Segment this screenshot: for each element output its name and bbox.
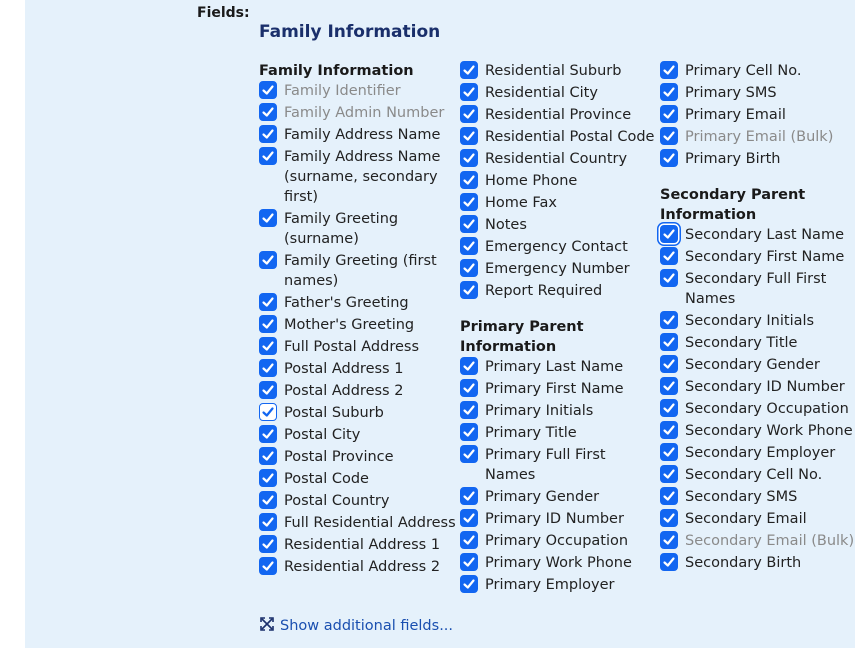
checkmark-icon [462, 533, 476, 547]
field-option-secondary-employer[interactable] [660, 443, 860, 463]
checkmark-icon [662, 357, 676, 371]
checkmark-icon [662, 423, 676, 437]
checkbox-primary-first-name[interactable] [460, 379, 478, 397]
field-option-secondary-title[interactable] [660, 333, 860, 353]
checkbox-mother-s-greeting[interactable] [259, 315, 277, 333]
checkbox-full-residential-address[interactable] [259, 513, 277, 531]
field-option-label: Full Postal Address [284, 339, 420, 355]
field-option-label: Primary Email (Bulk) [685, 129, 834, 145]
field-option-label: Family Identifier [284, 83, 401, 99]
checkmark-icon [662, 313, 676, 327]
checkmark-icon [662, 401, 676, 415]
field-column-1 [259, 61, 459, 579]
checkmark-icon [662, 335, 676, 349]
field-option-label: Mother's Greeting [284, 317, 415, 333]
checkbox-secondary-sms[interactable] [660, 487, 678, 505]
field-option-label: Primary First Name [485, 381, 624, 397]
field-option-secondary-email-bulk[interactable] [660, 531, 860, 551]
field-option-label: Report Required [485, 283, 603, 299]
checkmark-icon [462, 489, 476, 503]
checkmark-icon [662, 151, 676, 165]
checkbox-secondary-id-number[interactable] [660, 377, 678, 395]
field-option-mother-s-greeting[interactable] [259, 315, 459, 335]
field-option-label: Residential Province [485, 107, 632, 123]
field-option-emergency-number[interactable] [460, 259, 660, 279]
checkbox-primary-sms[interactable] [660, 83, 678, 101]
checkmark-icon [462, 151, 476, 165]
field-option-home-phone[interactable] [460, 171, 660, 191]
field-option-residential-address-1[interactable] [259, 535, 459, 555]
field-option-label: Postal Address 1 [284, 361, 404, 377]
field-option-label: Family Address Name [284, 127, 441, 143]
checkmark-icon [662, 227, 676, 241]
checkbox-family-address-name-surname-secondary-first[interactable] [259, 147, 277, 165]
field-option-emergency-contact[interactable] [460, 237, 660, 257]
checkbox-postal-address-2[interactable] [259, 381, 277, 399]
field-option-label: Secondary Email [685, 511, 807, 527]
field-option-secondary-id-number[interactable] [660, 377, 860, 397]
checkmark-icon [261, 83, 275, 97]
field-option-primary-last-name[interactable] [460, 357, 660, 377]
field-option-label: Home Phone [485, 173, 578, 189]
field-option-label: Primary Occupation [485, 533, 629, 549]
checkbox-primary-title[interactable] [460, 423, 478, 441]
field-option-label: Primary Gender [485, 489, 600, 505]
field-option-label: Residential Address 2 [284, 559, 441, 575]
checkbox-primary-employer[interactable] [460, 575, 478, 593]
field-option-postal-country[interactable] [259, 491, 459, 511]
checkbox-residential-province[interactable] [460, 105, 478, 123]
checkbox-primary-id-number[interactable] [460, 509, 478, 527]
field-option-primary-email-bulk[interactable] [660, 127, 860, 147]
checkmark-icon [462, 195, 476, 209]
field-option-notes[interactable] [460, 215, 660, 235]
field-option-residential-address-2[interactable] [259, 557, 459, 577]
field-option-label: Father's Greeting [284, 295, 409, 311]
field-option-label: Primary Full First Names [485, 447, 606, 483]
column-gap [660, 171, 860, 185]
field-option-primary-initials[interactable] [460, 401, 660, 421]
checkmark-icon [662, 467, 676, 481]
field-option-primary-id-number[interactable] [460, 509, 660, 529]
checkbox-secondary-first-name[interactable] [660, 247, 678, 265]
field-option-postal-address-2[interactable] [259, 381, 459, 401]
field-option-secondary-sms[interactable] [660, 487, 860, 507]
field-option-label: Postal Province [284, 449, 394, 465]
checkbox-primary-initials[interactable] [460, 401, 478, 419]
field-option-label: Primary Email [685, 107, 786, 123]
checkbox-primary-gender[interactable] [460, 487, 478, 505]
checkbox-secondary-occupation[interactable] [660, 399, 678, 417]
field-option-label: Primary Employer [485, 577, 615, 593]
field-option-family-identifier[interactable] [259, 81, 459, 101]
field-option-label: Residential Suburb [485, 63, 622, 79]
field-option-secondary-gender[interactable] [660, 355, 860, 375]
checkmark-icon [462, 239, 476, 253]
checkbox-full-postal-address[interactable] [259, 337, 277, 355]
checkmark-icon [261, 105, 275, 119]
field-option-residential-postal-code[interactable] [460, 127, 660, 147]
checkmark-icon [261, 295, 275, 309]
field-option-residential-province[interactable] [460, 105, 660, 125]
field-option-label: Secondary Email (Bulk) [685, 533, 855, 549]
checkbox-secondary-full-first-names[interactable] [660, 269, 678, 287]
field-option-full-residential-address[interactable] [259, 513, 459, 533]
field-option-label: Family Address Name (surname, secondary first) [284, 149, 441, 205]
field-option-residential-country[interactable] [460, 149, 660, 169]
field-option-label: Residential Country [485, 151, 628, 167]
checkmark-icon [462, 173, 476, 187]
field-option-family-greeting-surname[interactable] [259, 209, 459, 249]
checkbox-family-admin-number[interactable] [259, 103, 277, 121]
checkmark-icon [261, 127, 275, 141]
checkbox-postal-address-1[interactable] [259, 359, 277, 377]
checkbox-secondary-email[interactable] [660, 509, 678, 527]
checkbox-home-fax[interactable] [460, 193, 478, 211]
field-option-postal-city[interactable] [259, 425, 459, 445]
field-option-label: Emergency Contact [485, 239, 628, 255]
checkmark-icon [261, 471, 275, 485]
checkmark-icon [462, 283, 476, 297]
checkbox-secondary-last-name[interactable] [660, 225, 678, 243]
field-column-3 [660, 61, 860, 575]
checkbox-postal-suburb[interactable] [259, 403, 277, 421]
expand-icon [260, 617, 274, 635]
field-option-primary-occupation[interactable] [460, 531, 660, 551]
checkbox-family-greeting-surname[interactable] [259, 209, 277, 227]
show-additional-fields-label: Show additional fields... [280, 618, 454, 634]
checkbox-residential-address-2[interactable] [259, 557, 277, 575]
field-option-primary-birth[interactable] [660, 149, 860, 169]
field-option-primary-title[interactable] [460, 423, 660, 443]
checkbox-secondary-initials[interactable] [660, 311, 678, 329]
checkbox-secondary-cell-no[interactable] [660, 465, 678, 483]
field-option-label: Secondary Initials [685, 313, 815, 329]
checkbox-primary-birth[interactable] [660, 149, 678, 167]
field-option-label: Secondary Work Phone [685, 423, 853, 439]
field-option-label: Residential City [485, 85, 598, 101]
field-option-primary-email[interactable] [660, 105, 860, 125]
checkmark-icon [662, 445, 676, 459]
checkmark-icon [261, 383, 275, 397]
checkmark-icon [261, 339, 275, 353]
checkmark-icon [261, 427, 275, 441]
field-option-primary-employer[interactable] [460, 575, 660, 595]
field-option-label: Secondary Title [685, 335, 798, 351]
field-option-label: Residential Address 1 [284, 537, 441, 553]
checkbox-secondary-gender[interactable] [660, 355, 678, 373]
field-option-secondary-full-first-names[interactable] [660, 269, 860, 309]
checkmark-icon [261, 149, 275, 163]
checkmark-icon [261, 537, 275, 551]
checkbox-notes[interactable] [460, 215, 478, 233]
checkbox-primary-cell-no[interactable] [660, 61, 678, 79]
group-heading-primary-parent-information: Primary Parent Information [460, 319, 584, 355]
column-gap [460, 303, 660, 317]
checkmark-icon [462, 555, 476, 569]
field-option-label: Secondary Last Name [685, 227, 844, 243]
checkbox-emergency-number[interactable] [460, 259, 478, 277]
section-title: Family Information [259, 22, 441, 42]
field-option-label: Home Fax [485, 195, 557, 211]
checkbox-primary-occupation[interactable] [460, 531, 478, 549]
field-option-primary-sms[interactable] [660, 83, 860, 103]
field-option-label: Notes [485, 217, 527, 233]
checkbox-secondary-title[interactable] [660, 333, 678, 351]
field-option-label: Secondary Birth [685, 555, 802, 571]
checkmark-icon [662, 379, 676, 393]
field-option-label: Secondary SMS [685, 489, 798, 505]
field-option-family-address-name[interactable] [259, 125, 459, 145]
checkbox-residential-city[interactable] [460, 83, 478, 101]
field-option-primary-first-name[interactable] [460, 379, 660, 399]
checkmark-icon [462, 359, 476, 373]
checkbox-father-s-greeting[interactable] [259, 293, 277, 311]
field-option-label: Primary Birth [685, 151, 781, 167]
checkmark-icon [261, 317, 275, 331]
checkbox-secondary-work-phone[interactable] [660, 421, 678, 439]
checkmark-icon [261, 559, 275, 573]
checkmark-icon [462, 511, 476, 525]
checkmark-icon [662, 555, 676, 569]
field-option-label: Secondary Gender [685, 357, 820, 373]
field-option-label: Secondary Cell No. [685, 467, 823, 483]
field-option-primary-full-first-names[interactable] [460, 445, 660, 485]
checkmark-icon [462, 261, 476, 275]
checkbox-report-required[interactable] [460, 281, 478, 299]
field-option-secondary-work-phone[interactable] [660, 421, 860, 441]
checkbox-emergency-contact[interactable] [460, 237, 478, 255]
checkbox-family-greeting-first-names[interactable] [259, 251, 277, 269]
field-option-father-s-greeting[interactable] [259, 293, 459, 313]
field-option-home-fax[interactable] [460, 193, 660, 213]
fields-label: Fields: [197, 5, 250, 21]
checkbox-family-address-name[interactable] [259, 125, 277, 143]
group-heading-secondary-parent-information: Secondary Parent Information [660, 187, 806, 223]
checkmark-icon [662, 271, 676, 285]
field-option-family-admin-number[interactable] [259, 103, 459, 123]
checkbox-secondary-birth[interactable] [660, 553, 678, 571]
checkbox-residential-country[interactable] [460, 149, 478, 167]
field-option-label: Primary Initials [485, 403, 594, 419]
field-option-label: Secondary First Name [685, 249, 845, 265]
checkbox-primary-email-bulk[interactable] [660, 127, 678, 145]
checkmark-icon [261, 361, 275, 375]
field-option-label: Emergency Number [485, 261, 630, 277]
field-option-label: Postal Address 2 [284, 383, 404, 399]
show-additional-fields-link[interactable] [260, 617, 453, 635]
checkmark-icon [462, 217, 476, 231]
checkbox-residential-postal-code[interactable] [460, 127, 478, 145]
field-option-secondary-last-name[interactable] [660, 225, 860, 245]
field-option-label: Postal Suburb [284, 405, 384, 421]
field-option-label: Primary Last Name [485, 359, 624, 375]
checkbox-postal-country[interactable] [259, 491, 277, 509]
field-option-postal-address-1[interactable] [259, 359, 459, 379]
checkmark-icon [662, 107, 676, 121]
checkmark-icon [261, 211, 275, 225]
field-option-family-greeting-first-names[interactable] [259, 251, 459, 291]
field-option-label: Secondary ID Number [685, 379, 845, 395]
field-option-label: Full Residential Address [284, 515, 456, 531]
checkmark-icon [662, 129, 676, 143]
checkbox-residential-suburb[interactable] [460, 61, 478, 79]
field-option-primary-work-phone[interactable] [460, 553, 660, 573]
field-option-label: Primary ID Number [485, 511, 624, 527]
checkbox-residential-address-1[interactable] [259, 535, 277, 553]
checkmark-icon [261, 515, 275, 529]
field-option-label: Residential Postal Code [485, 129, 655, 145]
checkmark-icon [662, 85, 676, 99]
checkbox-primary-email[interactable] [660, 105, 678, 123]
field-option-secondary-email[interactable] [660, 509, 860, 529]
field-option-residential-suburb[interactable] [460, 61, 660, 81]
checkbox-primary-work-phone[interactable] [460, 553, 478, 571]
field-option-label: Primary Work Phone [485, 555, 632, 571]
checkbox-postal-city[interactable] [259, 425, 277, 443]
group-heading-family-information: Family Information [259, 63, 414, 79]
field-option-label: Postal Code [284, 471, 369, 487]
checkmark-icon [462, 85, 476, 99]
field-option-secondary-occupation[interactable] [660, 399, 860, 419]
checkmark-icon [662, 489, 676, 503]
field-option-primary-cell-no[interactable] [660, 61, 860, 81]
checkmark-icon [662, 63, 676, 77]
checkmark-icon [462, 447, 476, 461]
field-option-label: Secondary Occupation [685, 401, 849, 417]
field-option-secondary-initials[interactable] [660, 311, 860, 331]
checkbox-postal-province[interactable] [259, 447, 277, 465]
checkbox-family-identifier[interactable] [259, 81, 277, 99]
field-option-label: Secondary Full First Names [685, 271, 827, 307]
checkmark-icon [261, 405, 275, 419]
field-option-label: Postal City [284, 427, 361, 443]
checkbox-home-phone[interactable] [460, 171, 478, 189]
field-option-secondary-first-name[interactable] [660, 247, 860, 267]
field-option-label: Family Greeting (surname) [284, 211, 399, 247]
field-option-residential-city[interactable] [460, 83, 660, 103]
checkmark-icon [462, 129, 476, 143]
checkbox-postal-code[interactable] [259, 469, 277, 487]
checkmark-icon [462, 577, 476, 591]
field-option-label: Postal Country [284, 493, 390, 509]
checkmark-icon [462, 425, 476, 439]
checkmark-icon [462, 63, 476, 77]
checkbox-secondary-email-bulk[interactable] [660, 531, 678, 549]
field-option-primary-gender[interactable] [460, 487, 660, 507]
field-option-label: Primary Cell No. [685, 63, 802, 79]
field-option-secondary-cell-no[interactable] [660, 465, 860, 485]
field-option-report-required[interactable] [460, 281, 660, 301]
checkmark-icon [261, 449, 275, 463]
checkmark-icon [662, 533, 676, 547]
field-column-2 [460, 61, 660, 597]
field-option-postal-code[interactable] [259, 469, 459, 489]
field-option-full-postal-address[interactable] [259, 337, 459, 357]
field-option-postal-suburb[interactable] [259, 403, 459, 423]
checkmark-icon [662, 249, 676, 263]
checkmark-icon [261, 493, 275, 507]
checkmark-icon [462, 403, 476, 417]
checkbox-primary-full-first-names[interactable] [460, 445, 478, 463]
checkbox-secondary-employer[interactable] [660, 443, 678, 461]
field-option-label: Primary Title [485, 425, 577, 441]
checkbox-primary-last-name[interactable] [460, 357, 478, 375]
field-option-label: Family Admin Number [284, 105, 445, 121]
checkmark-icon [662, 511, 676, 525]
field-option-postal-province[interactable] [259, 447, 459, 467]
checkmark-icon [462, 381, 476, 395]
field-option-secondary-birth[interactable] [660, 553, 860, 573]
field-option-label: Secondary Employer [685, 445, 836, 461]
checkmark-icon [462, 107, 476, 121]
field-option-family-address-name-surname-secondary-first[interactable] [259, 147, 459, 207]
checkmark-icon [261, 253, 275, 267]
field-option-label: Primary SMS [685, 85, 777, 101]
field-option-label: Family Greeting (first names) [284, 253, 437, 289]
